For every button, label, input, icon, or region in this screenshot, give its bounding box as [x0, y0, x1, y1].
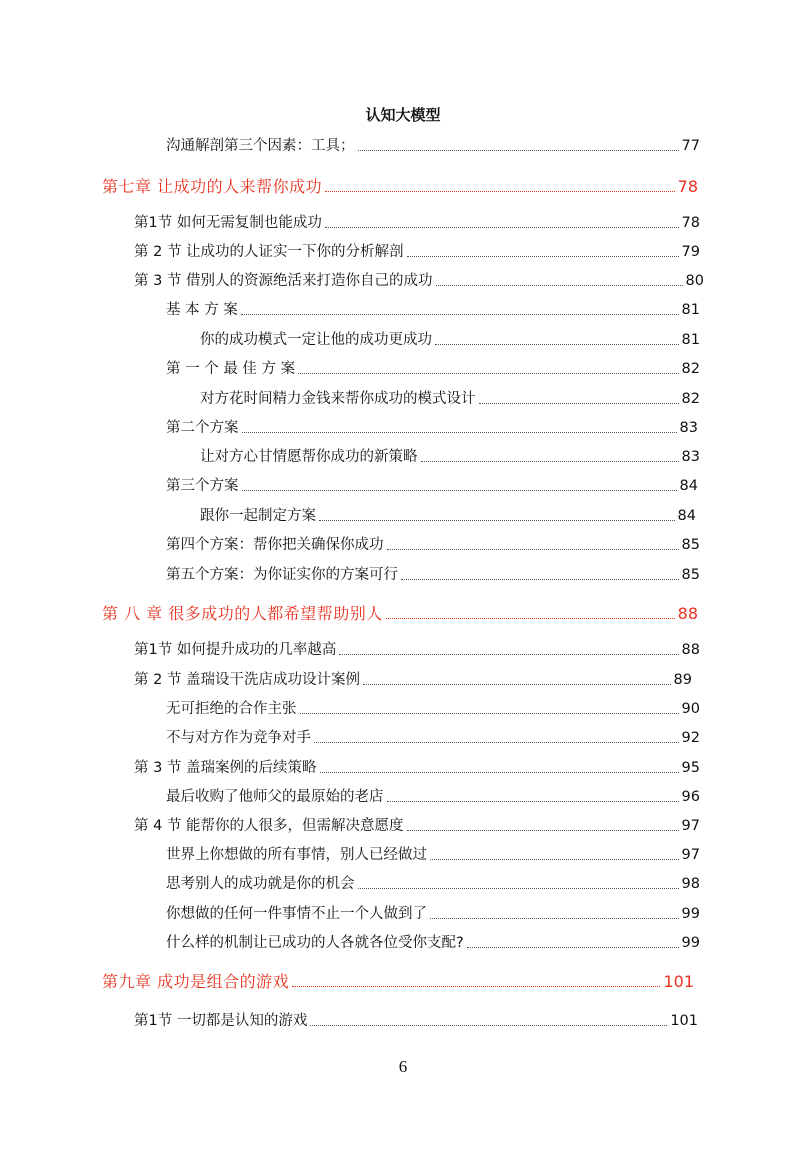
dot-leader	[325, 190, 675, 192]
toc-entry[interactable]	[166, 728, 700, 748]
toc-entry-page: 83	[679, 420, 698, 436]
dot-leader	[300, 712, 679, 714]
dot-leader	[292, 985, 660, 987]
toc-entry[interactable]	[166, 874, 700, 894]
toc-entry-title: 基 本 方 案	[166, 302, 238, 318]
toc-entry-page: 97	[681, 818, 700, 834]
toc-entry-page: 101	[670, 1013, 698, 1029]
dot-leader	[436, 284, 683, 286]
toc-chapter-page: 101	[663, 972, 694, 991]
dot-leader	[314, 741, 679, 743]
toc-chapter-title: 第九章 成功是组合的游戏	[102, 972, 290, 991]
toc-entry[interactable]	[134, 758, 700, 778]
dot-leader	[386, 617, 675, 619]
toc-entry-page: 79	[681, 244, 700, 260]
dot-leader	[421, 460, 679, 462]
toc-entry-title: 第 4 节 能帮你的人很多，但需解决意愿度	[134, 818, 404, 834]
toc-entry-title: 第 2 节 让成功的人证实一下你的分析解剖	[134, 244, 404, 260]
dot-leader	[430, 858, 679, 860]
toc-entry-title: 无可拒绝的合作主张	[166, 701, 297, 717]
toc-entry-title: 你想做的任何一件事情不止一个人做到了	[166, 906, 427, 922]
toc-entry[interactable]	[166, 476, 698, 496]
toc-entry-title: 第三个方案	[166, 478, 239, 494]
toc-entry-page: 98	[681, 876, 700, 892]
toc-entry-page: 84	[677, 508, 696, 524]
toc-entry[interactable]	[134, 1011, 698, 1031]
toc-entry-title: 第二个方案	[166, 420, 239, 436]
toc-entry[interactable]	[166, 418, 698, 438]
toc-entry[interactable]	[200, 447, 700, 467]
page-number: 6	[398, 1057, 408, 1076]
dot-leader	[407, 829, 679, 831]
toc-chapter[interactable]	[102, 177, 698, 197]
toc-chapter[interactable]	[102, 604, 698, 624]
toc-entry[interactable]	[166, 359, 700, 379]
dot-leader	[358, 887, 679, 889]
dot-leader	[430, 917, 679, 919]
toc-entry-title: 第1节 一切都是认知的游戏	[134, 1013, 308, 1029]
toc-entry[interactable]	[166, 933, 700, 953]
dot-leader	[310, 1024, 667, 1026]
toc-chapter-page: 88	[677, 604, 698, 623]
toc-entry[interactable]	[134, 816, 700, 836]
toc-entry[interactable]	[200, 506, 696, 526]
toc-entry-title: 跟你一起制定方案	[200, 508, 316, 524]
toc-entry-page: 97	[681, 847, 700, 863]
toc-entry-page: 99	[681, 935, 700, 951]
dot-leader	[358, 149, 679, 151]
toc-entry[interactable]	[200, 389, 700, 409]
toc-entry-page: 77	[681, 138, 700, 154]
toc-entry-title: 对方花时间精力金钱来帮你成功的模式设计	[200, 391, 476, 407]
toc-entry-page: 99	[681, 906, 700, 922]
toc-entry[interactable]	[166, 565, 700, 585]
toc-entry-title: 第1节 如何无需复制也能成功	[134, 215, 322, 231]
toc-entry[interactable]	[200, 330, 700, 350]
toc-entry-title: 第 3 节 盖瑞案例的后续策略	[134, 760, 317, 776]
dot-leader	[242, 489, 677, 491]
dot-leader	[298, 372, 678, 374]
running-header: 认知大模型	[365, 106, 441, 124]
toc-entry[interactable]	[166, 300, 700, 320]
dot-leader	[467, 946, 679, 948]
toc-chapter-page: 78	[677, 177, 698, 196]
dot-leader	[407, 255, 679, 257]
toc-chapter[interactable]	[102, 972, 694, 992]
toc-entry-page: 96	[681, 789, 700, 805]
dot-leader	[479, 402, 679, 404]
toc-entry-page: 81	[681, 332, 700, 348]
toc-entry-page: 83	[681, 449, 700, 465]
toc-entry-title: 最后收购了他师父的最原始的老店	[166, 789, 384, 805]
toc-entry-title: 第 3 节 借别人的资源绝活来打造你自己的成功	[134, 273, 433, 289]
toc-entry-page: 81	[681, 302, 700, 318]
toc-entry-page: 84	[679, 478, 698, 494]
toc-entry[interactable]	[166, 699, 700, 719]
toc-entry-title: 第1节 如何提升成功的几率越高	[134, 642, 337, 658]
toc-entry[interactable]	[134, 271, 704, 291]
toc-entry-title: 什么样的机制让已成功的人各就各位受你支配?	[166, 935, 464, 951]
toc-entry-title: 不与对方作为竞争对手	[166, 730, 311, 746]
toc-entry-title: 思考别人的成功就是你的机会	[166, 876, 355, 892]
toc-entry[interactable]	[166, 904, 700, 924]
toc-entry-title: 世界上你想做的所有事情，别人已经做过	[166, 847, 427, 863]
toc-entry[interactable]	[134, 640, 700, 660]
toc-entry-page: 88	[681, 642, 700, 658]
toc-entry-page: 85	[681, 537, 700, 553]
dot-leader	[320, 771, 679, 773]
toc-chapter-title: 第 八 章 很多成功的人都希望帮助别人	[102, 604, 383, 623]
dot-leader	[401, 578, 679, 580]
toc-chapter-title: 第七章 让成功的人来帮你成功	[102, 177, 323, 196]
dot-leader	[242, 431, 677, 433]
dot-leader	[319, 519, 675, 521]
toc-entry-title: 第 一 个 最 佳 方 案	[166, 361, 296, 377]
toc-entry[interactable]	[134, 242, 700, 262]
dot-leader	[435, 343, 679, 345]
toc-entry-page: 78	[681, 215, 700, 231]
toc-entry[interactable]	[166, 535, 700, 555]
toc-entry-page: 95	[681, 760, 700, 776]
dot-leader	[325, 226, 679, 228]
toc-entry-page: 92	[681, 730, 700, 746]
dot-leader	[387, 548, 679, 550]
toc-entry[interactable]	[166, 845, 700, 865]
toc-entry[interactable]	[166, 136, 700, 156]
toc-entry-page: 80	[685, 273, 704, 289]
toc-entry-page: 85	[681, 567, 700, 583]
toc-entry[interactable]	[134, 213, 700, 233]
dot-leader	[387, 800, 679, 802]
toc-entry-page: 82	[681, 361, 700, 377]
toc-entry-title: 第 2 节 盖瑞设干洗店成功设计案例	[134, 672, 361, 688]
dot-leader	[241, 313, 679, 315]
toc-entry[interactable]	[134, 670, 692, 690]
toc-entry-title: 你的成功模式一定让他的成功更成功	[200, 332, 432, 348]
toc-entry-title: 让对方心甘情愿帮你成功的新策略	[200, 449, 418, 465]
toc-entry-page: 90	[681, 701, 700, 717]
dot-leader	[363, 683, 670, 685]
toc-entry[interactable]	[166, 787, 700, 807]
toc-entry-title: 第五个方案：为你证实你的方案可行	[166, 567, 398, 583]
toc-entry-page: 82	[681, 391, 700, 407]
toc-entry-page: 89	[673, 672, 692, 688]
toc-entry-title: 第四个方案：帮你把关确保你成功	[166, 537, 384, 553]
toc-entry-title: 沟通解剖第三个因素：工具；	[166, 138, 355, 154]
dot-leader	[339, 653, 678, 655]
